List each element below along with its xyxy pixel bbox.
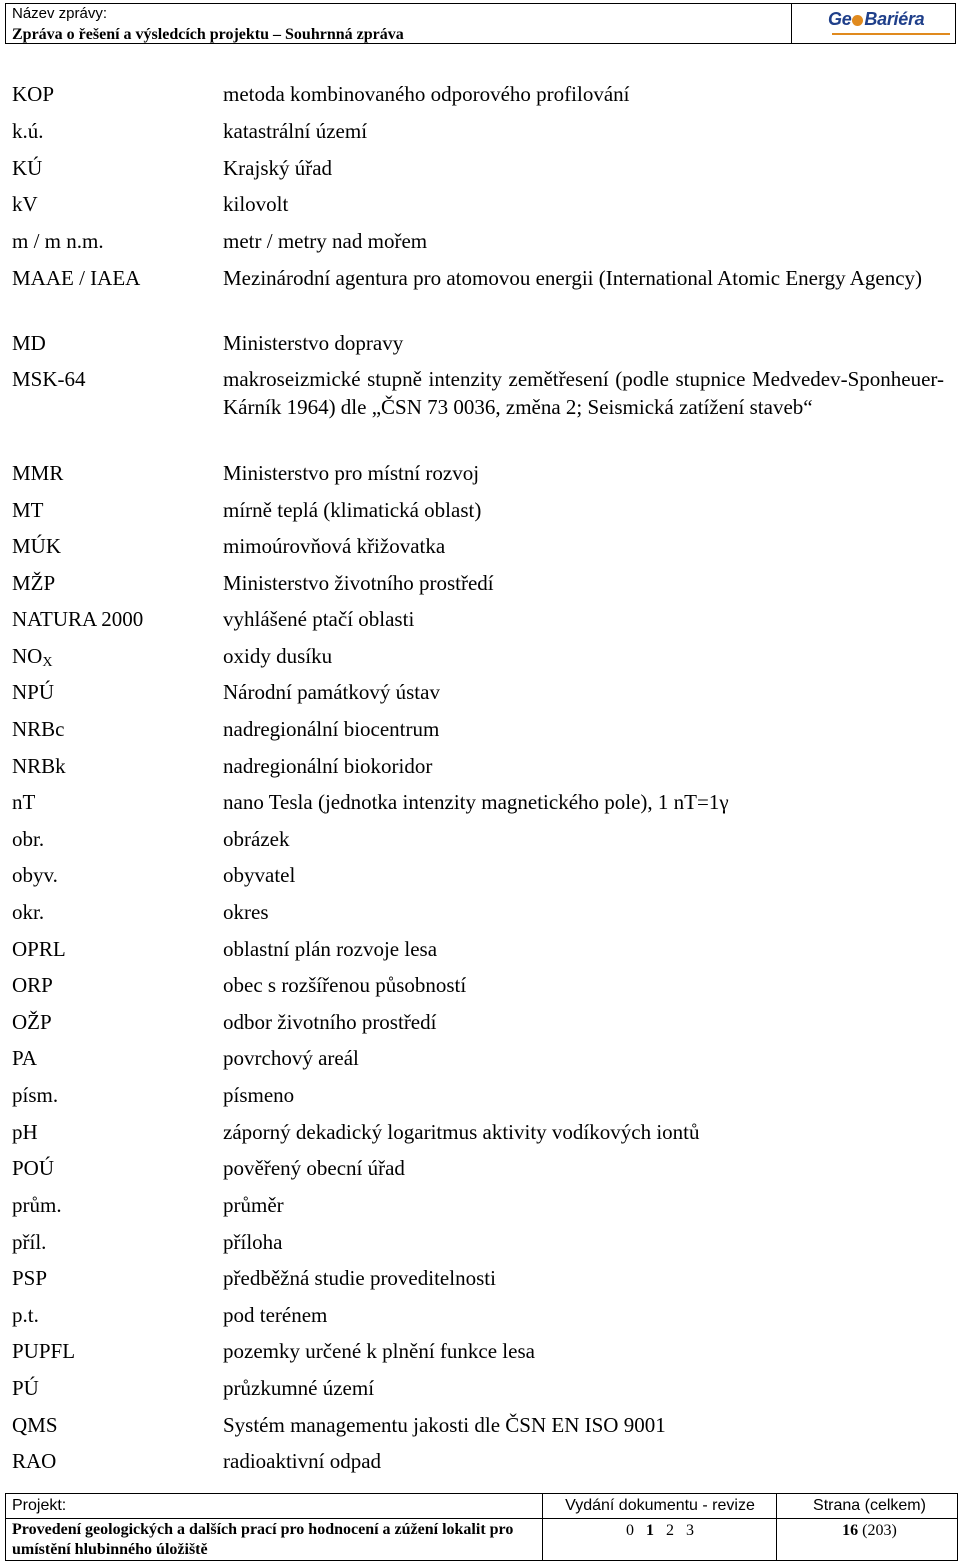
abbreviation-term-text: k.ú. — [12, 119, 44, 143]
abbreviation-term — [12, 569, 55, 597]
logo-swoosh — [832, 33, 950, 35]
abbreviation-meaning: Ministerstvo pro místní rozvoj — [223, 461, 480, 485]
abbreviation-term — [12, 678, 54, 706]
page-label: Strana (celkem) — [813, 1497, 926, 1514]
abbreviation-meaning: obyvatel — [223, 863, 296, 887]
abbreviation-meaning: písmeno — [223, 1083, 295, 1107]
abbreviation-meaning: příloha — [223, 1230, 283, 1254]
abbreviation-term — [12, 190, 38, 218]
abbreviation-meaning: Národní památkový ústav — [223, 680, 440, 704]
project-name: Provedení geologických a dalších prací pro hodnocení a zúžení lokalit pro umístění hlubinného úložiště — [12, 1521, 514, 1558]
abbreviation-meaning: nadregionální biocentrum — [223, 717, 440, 741]
abbreviation-meaning: oblastní plán rozvoje lesa — [223, 937, 438, 961]
abbreviation-meaning: Mezinárodní agentura pro atomovou energii (International Atomic Energy Agency) — [223, 266, 923, 290]
abbreviation-term — [12, 825, 44, 853]
abbreviation-term — [12, 1411, 58, 1439]
abbreviation-term — [12, 1191, 62, 1219]
abbreviation-term — [12, 1447, 56, 1475]
abbreviation-term — [12, 1008, 52, 1036]
abbreviation-term — [12, 935, 66, 963]
abbreviation-term-text: písm. — [12, 1083, 59, 1107]
geobariera-logo — [828, 9, 924, 30]
abbreviation-term — [12, 1044, 37, 1072]
page-number — [782, 1521, 957, 1540]
project-label: Projekt: — [12, 1497, 67, 1514]
abbreviation-term-text: NATURA 2000 — [12, 607, 144, 631]
page-current: 16 — [842, 1522, 859, 1539]
abbreviation-term-text: MAAE / IAEA — [12, 266, 141, 290]
abbreviation-meaning: průzkumné území — [223, 1376, 375, 1400]
abbreviation-term — [12, 1081, 58, 1109]
abbreviation-term-text: PUPFL — [12, 1339, 76, 1363]
abbreviation-term-text: OPRL — [12, 937, 66, 961]
revision-number: 3 — [686, 1522, 694, 1539]
abbreviation-term — [12, 1301, 39, 1329]
abbreviation-term — [12, 788, 35, 816]
abbreviation-term-text: PSP — [12, 1266, 48, 1290]
abbreviation-meaning: průměr — [223, 1193, 284, 1217]
abbreviation-meaning: odbor životního prostředí — [223, 1010, 437, 1034]
abbreviation-term — [12, 971, 53, 999]
abbreviation-meaning: oxidy dusíku — [223, 644, 333, 668]
logo-text-bariera: Bariéra — [864, 9, 925, 29]
abbreviation-meaning: vyhlášené ptačí oblasti — [223, 607, 415, 631]
abbreviation-term-text: MMR — [12, 461, 64, 485]
abbreviation-meaning: pod terénem — [223, 1303, 328, 1327]
abbreviation-term — [12, 329, 46, 357]
abbreviation-term — [12, 1154, 54, 1182]
abbreviation-meaning: předběžná studie proveditelnosti — [223, 1266, 496, 1290]
abbreviation-term-text: obr. — [12, 827, 45, 851]
abbreviation-meaning: mírně teplá (klimatická oblast) — [223, 498, 482, 522]
abbreviation-term-text: RAO — [12, 1449, 57, 1473]
abbreviation-term-text: MŽP — [12, 571, 56, 595]
abbreviation-term — [12, 1374, 39, 1402]
abbreviation-term-text: p.t. — [12, 1303, 39, 1327]
abbreviation-term — [12, 227, 104, 255]
report-title: Zpráva o řešení a výsledcích projektu – Souhrnná zpráva — [12, 26, 404, 43]
abbreviation-meaning: katastrální území — [223, 119, 368, 143]
abbreviation-term-text: příl. — [12, 1230, 47, 1254]
footer-divider-vertical — [776, 1494, 777, 1560]
abbreviation-meaning: metoda kombinovaného odporového profilování — [223, 82, 630, 106]
abbreviation-term-text: kV — [12, 192, 38, 216]
abbreviation-term — [12, 459, 63, 487]
abbreviation-meaning: nadregionální biokoridor — [223, 754, 433, 778]
abbreviation-term-text: NRBk — [12, 754, 66, 778]
abbreviation-term — [12, 1118, 38, 1146]
abbreviation-term-text: prům. — [12, 1193, 62, 1217]
abbreviation-term-text: MT — [12, 498, 44, 522]
abbreviation-meaning: Ministerstvo životního prostředí — [223, 571, 494, 595]
abbreviation-term — [12, 80, 54, 108]
abbreviation-meaning: pověřený obecní úřad — [223, 1156, 405, 1180]
abbreviation-term-text: NRBc — [12, 717, 65, 741]
abbreviation-term-text: m / m n.m. — [12, 229, 104, 253]
abbreviation-term — [12, 642, 52, 677]
abbreviation-term-text: POÚ — [12, 1156, 55, 1180]
revision-number: 0 — [626, 1522, 634, 1539]
abbreviation-term-text: MSK-64 — [12, 367, 86, 391]
abbreviation-term — [12, 532, 61, 560]
footer-divider-vertical — [542, 1494, 543, 1560]
abbreviation-term — [12, 154, 42, 182]
page-total: (203) — [862, 1522, 897, 1539]
revision-number: 1 — [646, 1522, 654, 1539]
abbreviation-term — [12, 605, 143, 633]
logo-text-ge: Ge — [828, 9, 852, 29]
abbreviation-term-text: PA — [12, 1046, 37, 1070]
abbreviation-term-text: okr. — [12, 900, 45, 924]
document-footer — [5, 1493, 958, 1561]
abbreviation-meaning: záporný dekadický logaritmus aktivity vodíkových iontů — [223, 1120, 700, 1144]
abbreviation-term-text: MÚK — [12, 534, 62, 558]
abbreviation-term — [12, 1337, 75, 1365]
abbreviation-meaning: mimoúrovňová křižovatka — [223, 534, 446, 558]
abbreviation-term-text: obyv. — [12, 863, 58, 887]
abbreviation-meaning: pozemky určené k plnění funkce lesa — [223, 1339, 535, 1363]
abbreviation-term — [12, 117, 44, 145]
abbreviation-term-text: OŽP — [12, 1010, 52, 1034]
abbreviation-meaning: povrchový areál — [223, 1046, 359, 1070]
abbreviation-meaning: obrázek — [223, 827, 290, 851]
abbreviation-term — [12, 1228, 46, 1256]
abbreviation-term — [12, 861, 58, 889]
abbreviation-term-text: PÚ — [12, 1376, 39, 1400]
abbreviation-meaning: makroseizmické stupně intenzity zemětřesení (podle stupnice Medvedev-Sponheuer-Kárník 1964) dle „ČSN 73 0036, změna 2; Seismická zatížení staveb“ — [223, 367, 944, 419]
abbreviation-meaning: radioaktivní odpad — [223, 1449, 382, 1473]
abbreviation-term — [12, 752, 66, 780]
abbreviation-term — [12, 264, 140, 292]
revision-numbers — [548, 1521, 772, 1540]
abbreviation-meaning: Ministerstvo dopravy — [223, 331, 404, 355]
abbreviation-term — [12, 715, 65, 743]
abbreviation-term-text: KOP — [12, 82, 55, 106]
abbreviation-meaning: obec s rozšířenou působností — [223, 973, 467, 997]
abbreviation-meaning: kilovolt — [223, 192, 289, 216]
abbreviation-term-text: NO — [12, 644, 43, 668]
abbreviation-term-text: nT — [12, 790, 36, 814]
abbreviation-term — [12, 365, 86, 393]
abbreviation-term-subscript: X — [42, 655, 53, 670]
footer-divider-horizontal — [6, 1518, 957, 1519]
abbreviation-term-text: QMS — [12, 1413, 58, 1437]
abbreviation-term — [12, 898, 44, 926]
abbreviation-term-text: pH — [12, 1120, 38, 1144]
abbreviation-term-text: NPÚ — [12, 680, 55, 704]
document-header — [5, 3, 956, 44]
abbreviation-term-text: KÚ — [12, 156, 43, 180]
abbreviation-meaning: nano Tesla (jednotka intenzity magnetického pole), 1 nT=1γ — [223, 790, 729, 814]
abbreviation-term — [12, 496, 44, 524]
abbreviation-meaning: metr / metry nad mořem — [223, 229, 428, 253]
revision-number: 2 — [666, 1522, 674, 1539]
abbreviation-meaning: Krajský úřad — [223, 156, 333, 180]
logo-globe-icon — [852, 15, 863, 26]
abbreviation-term — [12, 1264, 47, 1292]
revision-label: Vydání dokumentu - revize — [565, 1497, 755, 1514]
header-divider — [791, 4, 792, 43]
abbreviation-term-text: MD — [12, 331, 46, 355]
abbreviation-term-text: ORP — [12, 973, 53, 997]
abbreviation-meaning: okres — [223, 900, 269, 924]
report-name-label: Název zprávy: — [12, 5, 108, 22]
abbreviation-meaning: Systém managementu jakosti dle ČSN EN ISO 9001 — [223, 1413, 666, 1437]
